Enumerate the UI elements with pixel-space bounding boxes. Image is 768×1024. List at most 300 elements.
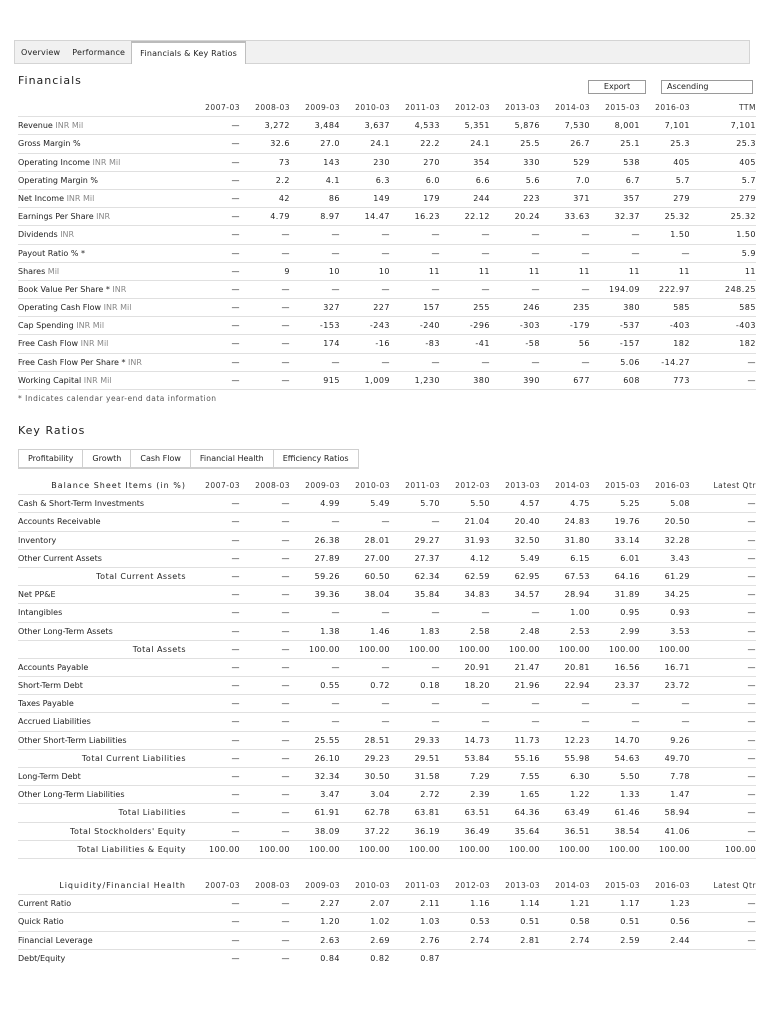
table-cell: — (431, 357, 440, 367)
table-cell: — (231, 608, 240, 618)
table-header-row (18, 877, 756, 895)
table-cell: 1.38 (320, 626, 340, 636)
table-cell: 5,351 (464, 121, 490, 131)
table-cell: 179 (423, 193, 440, 203)
table-cell: — (431, 284, 440, 294)
table-cell: 4.99 (320, 499, 340, 509)
table-cell: — (747, 571, 756, 581)
table-cell: 12.23 (564, 735, 590, 745)
table-cell: -58 (525, 339, 540, 349)
table-cell: 3.53 (670, 626, 690, 636)
row-unit: INR Mil (52, 121, 84, 131)
table-cell: 62.34 (414, 571, 440, 581)
table-cell: 1.83 (420, 626, 440, 636)
table-cell: 38.04 (364, 590, 390, 600)
table-cell: 6.7 (625, 175, 640, 185)
table-cell: — (281, 357, 290, 367)
table-cell: — (747, 808, 756, 818)
table-row (18, 335, 756, 353)
row-label-text: Current Ratio (18, 899, 72, 909)
table-row (18, 372, 756, 390)
table-cell: — (747, 917, 756, 927)
table-cell: — (381, 230, 390, 240)
tab-financial-health[interactable]: Financial Health (190, 449, 273, 468)
table-cell: 3.04 (370, 790, 390, 800)
table-cell: -403 (669, 321, 690, 331)
table-cell: 31.93 (464, 535, 490, 545)
table-cell: 330 (523, 157, 540, 167)
table-cell: 5.50 (470, 499, 490, 509)
table-cell: — (231, 193, 240, 203)
table-cell: — (631, 230, 640, 240)
table-cell: 29.23 (364, 753, 390, 763)
row-label (18, 335, 108, 353)
table-cell: — (531, 608, 540, 618)
table-cell: -157 (619, 339, 640, 349)
table-cell: 5.49 (520, 553, 540, 563)
table-cell: 246 (523, 303, 540, 313)
row-label (18, 354, 142, 372)
table-cell: 0.82 (370, 953, 390, 963)
table-cell: 357 (623, 193, 640, 203)
table-cell: 255 (473, 303, 490, 313)
table-cell: 32.6 (270, 139, 290, 149)
table-cell: — (431, 608, 440, 618)
table-cell: 5.70 (420, 499, 440, 509)
table-cell: — (381, 662, 390, 672)
row-label (18, 299, 131, 317)
table-cell: 30.50 (364, 772, 390, 781)
table-cell: -153 (319, 321, 340, 331)
table-cell: — (231, 662, 240, 672)
row-unit: INR (93, 212, 111, 222)
table-row (18, 190, 756, 208)
column-header: 2010-03 (355, 481, 390, 490)
sort-order-select[interactable]: Ascending (661, 80, 753, 94)
row-label-text: Book Value Per Share * (18, 284, 110, 294)
row-label (77, 841, 186, 859)
table-row (18, 659, 756, 677)
row-label-text: Quick Ratio (18, 917, 64, 927)
table-cell: — (231, 808, 240, 818)
table-cell: — (747, 499, 756, 509)
table-cell: 100.00 (659, 844, 690, 854)
table-cell: 31.89 (614, 590, 640, 600)
table-cell: — (381, 699, 390, 709)
column-header: Latest Qtr (713, 481, 756, 490)
row-unit: INR Mil (64, 193, 95, 203)
row-label (18, 117, 83, 135)
table-cell: 244 (473, 193, 490, 203)
table-cell: 4,533 (414, 121, 440, 131)
table-cell: — (431, 717, 440, 727)
tab-financials-key-ratios[interactable]: Financials & Key Ratios (131, 41, 246, 64)
table-cell: -403 (735, 321, 756, 331)
table-cell: — (431, 517, 440, 527)
table-cell: 25.1 (620, 139, 640, 149)
table-cell: — (231, 266, 240, 276)
table-cell: — (747, 790, 756, 800)
row-label (18, 281, 126, 299)
row-label-text: Earnings Per Share (18, 212, 94, 222)
table-cell: 3,272 (264, 121, 290, 131)
table-cell: 63.81 (414, 808, 440, 818)
column-header: 2007-03 (205, 881, 240, 890)
row-label-text: Debt/Equity (18, 953, 66, 963)
row-label-text: Accounts Receivable (18, 517, 101, 527)
calendar-note: * Indicates calendar year-end data information (18, 394, 217, 403)
table-cell: — (231, 175, 240, 185)
table-row (18, 586, 756, 604)
table-cell: 32.50 (514, 535, 540, 545)
table-cell: — (281, 375, 290, 385)
row-unit: INR Mil (101, 303, 132, 313)
table-cell: 0.84 (320, 953, 340, 963)
table-cell: 182 (739, 339, 756, 349)
financials-title: Financials (18, 74, 82, 87)
table-cell: — (281, 953, 290, 963)
table-cell: — (631, 699, 640, 709)
row-label-text: Total Current Liabilities (81, 753, 186, 763)
table-row (18, 208, 756, 226)
column-header: 2016-03 (655, 481, 690, 490)
row-label (133, 641, 186, 659)
table-cell: 24.1 (470, 139, 490, 149)
table-cell: 1.17 (620, 899, 640, 909)
row-label-text: Other Short-Term Liabilities (18, 735, 127, 745)
table-cell: 1.65 (520, 790, 540, 800)
table-cell: — (331, 662, 340, 672)
table-cell: -243 (369, 321, 390, 331)
table-row (18, 117, 756, 135)
table-cell: 39.36 (314, 590, 340, 600)
table-cell: 5.9 (741, 248, 756, 258)
table-cell: -537 (619, 321, 640, 331)
table-cell: 21.47 (514, 662, 540, 672)
column-header: 2008-03 (255, 481, 290, 490)
tab-cash-flow[interactable]: Cash Flow (130, 449, 190, 468)
table-cell: 0.55 (320, 681, 340, 691)
table-cell: 20.24 (514, 212, 540, 222)
table-cell: 67.53 (564, 571, 590, 581)
row-label (18, 154, 120, 172)
table-row (18, 823, 756, 841)
table-cell: 28.94 (564, 590, 590, 600)
table-row (18, 154, 756, 172)
table-cell: 248.25 (725, 284, 756, 294)
table-cell: — (747, 517, 756, 527)
table-row (18, 713, 756, 731)
table-cell: — (531, 699, 540, 709)
table-cell: 4.57 (520, 499, 540, 509)
table-cell: 18.20 (464, 681, 490, 691)
column-header: 2012-03 (455, 881, 490, 890)
table-cell: 100.00 (609, 844, 640, 854)
table-cell: 1.22 (570, 790, 590, 800)
column-header: 2011-03 (405, 481, 440, 490)
table-cell: 20.91 (464, 662, 490, 672)
table-cell: — (581, 284, 590, 294)
table-cell: — (631, 717, 640, 727)
table-cell: — (281, 644, 290, 654)
table-cell: — (231, 826, 240, 836)
table-cell: 2.63 (320, 935, 340, 945)
column-header: 2011-03 (405, 103, 440, 112)
table-cell: — (281, 917, 290, 927)
table-cell: 608 (623, 375, 640, 385)
table-cell: 6.0 (425, 175, 440, 185)
table-cell: — (481, 230, 490, 240)
column-header: 2012-03 (455, 103, 490, 112)
table-row (18, 695, 756, 713)
table-cell: 20.81 (564, 662, 590, 672)
row-label (18, 372, 112, 390)
table-cell: 28.01 (364, 535, 390, 545)
table-cell: 29.27 (414, 535, 440, 545)
row-label (18, 190, 94, 208)
table-cell: 2.76 (420, 935, 440, 945)
row-label-text: Other Current Assets (18, 553, 102, 563)
table-cell: — (231, 339, 240, 349)
table-cell: 1,230 (414, 375, 440, 385)
row-label (18, 695, 74, 713)
row-label (18, 895, 71, 913)
tab-growth[interactable]: Growth (82, 449, 130, 468)
table-cell: 390 (523, 375, 540, 385)
table-cell: 1.21 (570, 899, 590, 909)
table-cell: 21.96 (514, 681, 540, 691)
table-cell: — (331, 717, 340, 727)
table-cell: 2.39 (470, 790, 490, 800)
table-cell: 100.00 (559, 644, 590, 654)
table-cell: — (231, 772, 240, 781)
row-label (118, 804, 186, 822)
table-cell: — (581, 248, 590, 258)
table-row (18, 317, 756, 335)
column-header: 2007-03 (205, 481, 240, 490)
row-unit: INR Mil (81, 375, 112, 385)
table-cell: 36.49 (464, 826, 490, 836)
table-cell: 227 (373, 303, 390, 313)
key-ratios-title: Key Ratios (18, 424, 86, 437)
table-cell: 6.3 (375, 175, 390, 185)
table-row (18, 768, 756, 786)
table-cell: — (381, 357, 390, 367)
row-unit: INR Mil (73, 321, 105, 331)
table-cell: — (231, 699, 240, 709)
row-label (18, 208, 110, 226)
table-cell: — (281, 321, 290, 331)
table-cell: — (281, 808, 290, 818)
table-cell: 585 (673, 303, 690, 313)
table-cell: 270 (423, 157, 440, 167)
table-cell: — (281, 590, 290, 600)
table-cell: 7,101 (730, 121, 756, 131)
tab-overview[interactable]: Overview (21, 47, 61, 57)
export-button[interactable]: Export (588, 80, 646, 94)
table-cell: 29.33 (414, 735, 440, 745)
table-cell: — (381, 284, 390, 294)
table-cell: — (481, 699, 490, 709)
table-cell: 58.94 (664, 808, 690, 818)
column-header: 2009-03 (305, 881, 340, 890)
table-cell: 1.50 (670, 230, 690, 240)
table-cell: — (531, 717, 540, 727)
table-cell: 7.55 (520, 772, 540, 781)
table-cell: — (747, 553, 756, 563)
table-cell: — (281, 553, 290, 563)
table-cell: 0.18 (420, 681, 440, 691)
table-cell: 55.98 (564, 753, 590, 763)
table-cell: 61.91 (314, 808, 340, 818)
table-cell: 3,484 (314, 121, 340, 131)
table-row (18, 513, 756, 531)
table-cell: 100.00 (359, 644, 390, 654)
table-cell: — (281, 681, 290, 691)
table-cell: 100.00 (509, 644, 540, 654)
table-cell: — (747, 826, 756, 836)
table-cell: 279 (739, 193, 756, 203)
table-cell: 31.58 (414, 772, 440, 781)
row-label-text: Gross Margin % (18, 139, 81, 149)
table-cell: 25.3 (670, 139, 690, 149)
row-label (70, 823, 186, 841)
table-cell: — (481, 284, 490, 294)
table-cell: — (231, 644, 240, 654)
row-label-text: Free Cash Flow Per Share * (18, 357, 126, 367)
table-cell: 16.23 (414, 212, 440, 222)
table-cell: 1.02 (370, 917, 390, 927)
table-row (18, 895, 756, 913)
column-header: 2014-03 (555, 481, 590, 490)
table-cell: 100.00 (659, 644, 690, 654)
table-cell: 21.04 (464, 517, 490, 527)
table-cell: — (381, 248, 390, 258)
column-header: 2008-03 (255, 881, 290, 890)
table-cell: 585 (739, 303, 756, 313)
table-cell: — (281, 772, 290, 781)
table-cell: — (281, 339, 290, 349)
table-cell: 7,101 (664, 121, 690, 131)
table-row (18, 354, 756, 372)
table-cell: — (531, 230, 540, 240)
table-cell: — (331, 248, 340, 258)
table-cell: 2.53 (570, 626, 590, 636)
tab-efficiency-ratios[interactable]: Efficiency Ratios (273, 449, 359, 468)
table-cell: — (481, 357, 490, 367)
table-cell: — (331, 357, 340, 367)
row-label (82, 750, 186, 768)
table-row (18, 732, 756, 750)
table-cell: — (281, 626, 290, 636)
table-cell: 2.58 (470, 626, 490, 636)
table-cell: -303 (519, 321, 540, 331)
table-cell: — (231, 571, 240, 581)
table-cell: 143 (323, 157, 340, 167)
table-cell: — (281, 717, 290, 727)
table-cell: 100.00 (725, 844, 756, 854)
table-cell: 63.49 (564, 808, 590, 818)
table-cell: 53.84 (464, 753, 490, 763)
table-cell: — (281, 499, 290, 509)
column-header: 2010-03 (355, 881, 390, 890)
table-cell: — (231, 553, 240, 563)
table-cell: — (747, 608, 756, 618)
row-label-text: Taxes Payable (18, 699, 74, 709)
column-header: 2016-03 (655, 881, 690, 890)
table-cell: 31.80 (564, 535, 590, 545)
table-cell: — (231, 303, 240, 313)
table-cell: 100.00 (309, 644, 340, 654)
table-cell: — (531, 248, 540, 258)
table-cell: 2.74 (570, 935, 590, 945)
row-label-text: Intangibles (18, 608, 63, 618)
table-cell: — (747, 535, 756, 545)
table-cell: 22.94 (564, 681, 590, 691)
row-label (18, 317, 104, 335)
tab-performance[interactable]: Performance (72, 47, 126, 57)
row-label (18, 135, 81, 153)
table-cell: — (231, 899, 240, 909)
table-cell: 0.72 (370, 681, 390, 691)
table-cell: 49.70 (664, 753, 690, 763)
table-cell: 0.53 (470, 917, 490, 927)
table-cell: — (231, 735, 240, 745)
column-header: 2015-03 (605, 881, 640, 890)
table-cell: — (281, 735, 290, 745)
table-cell: — (281, 899, 290, 909)
row-label (18, 713, 91, 731)
table-cell: 20.40 (514, 517, 540, 527)
table-cell: 34.25 (664, 590, 690, 600)
table-cell: — (581, 717, 590, 727)
table-cell: 11 (578, 266, 590, 276)
row-label-text: Total Stockholders' Equity (69, 826, 186, 836)
row-label-text: Accounts Payable (18, 662, 89, 672)
table-cell: — (231, 212, 240, 222)
table-cell: 3,637 (364, 121, 390, 131)
table-cell: 380 (473, 375, 490, 385)
table-cell: — (331, 284, 340, 294)
table-cell: — (331, 699, 340, 709)
table-cell: 11 (744, 266, 756, 276)
table-cell: — (231, 590, 240, 600)
table-cell: 100.00 (309, 844, 340, 854)
table-cell: — (231, 248, 240, 258)
balance-sheet-table (18, 477, 756, 859)
table-cell: 1.47 (670, 790, 690, 800)
table-cell: — (281, 303, 290, 313)
table-cell: 2.11 (420, 899, 440, 909)
table-cell: — (747, 717, 756, 727)
table-cell: 62.95 (514, 571, 540, 581)
table-cell: — (231, 753, 240, 763)
table-cell: 73 (278, 157, 290, 167)
row-label (18, 263, 59, 281)
table-cell: 22.2 (420, 139, 440, 149)
table-cell: 2.74 (470, 935, 490, 945)
table-cell: 100.00 (409, 644, 440, 654)
table-cell: 37.22 (364, 826, 390, 836)
row-label-text: Long-Term Debt (18, 772, 81, 781)
table-cell: 33.14 (614, 535, 640, 545)
table-cell: -83 (425, 339, 440, 349)
table-cell: 25.55 (314, 735, 340, 745)
table-cell: — (281, 662, 290, 672)
table-cell: 5.49 (370, 499, 390, 509)
tab-profitability[interactable]: Profitability (18, 449, 82, 468)
row-label (18, 586, 56, 604)
